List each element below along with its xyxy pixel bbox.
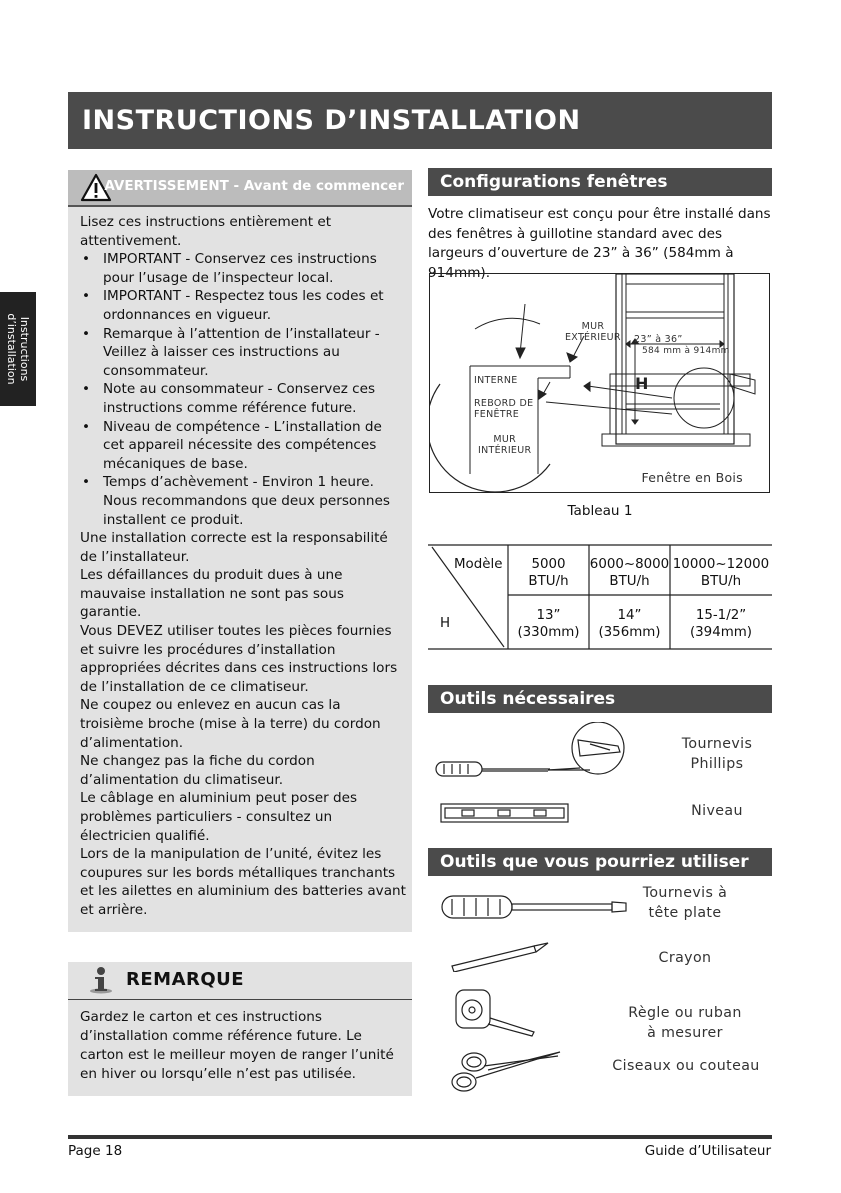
figure-label <box>474 398 533 420</box>
table-cell-line: (356mm) <box>598 625 661 640</box>
tool-label-phillips <box>650 734 784 774</box>
table-cell-line: (394mm) <box>689 625 753 640</box>
page-number: Page 18 <box>68 1143 123 1159</box>
tool-label-line: Règle ou ruban <box>628 1005 742 1021</box>
table-cell-line: 14” <box>617 608 642 623</box>
flat-screwdriver-icon <box>440 890 630 924</box>
guide-label: Guide d’Utilisateur <box>644 1143 771 1159</box>
table-header-line: 10000~12000 <box>672 557 770 572</box>
warning-paragraph: Le câblage en aluminium peut poser des problèmes particuliers - consultez un électricien qualifié. <box>80 790 358 844</box>
table-cell-line: (330mm) <box>517 625 580 640</box>
tool-label-line: Tournevis à <box>642 885 728 901</box>
figure-label <box>478 434 531 456</box>
remark-body: Gardez le carton et ces instructions d’installation comme référence future. Le carton est le meilleur moyen de ranger l’unité en hiver ou lorsqu’elle n’est pas utilisée. <box>80 1009 394 1082</box>
level-icon <box>440 802 570 824</box>
figure-caption: Fenêtre en Bois <box>641 470 743 485</box>
remark-panel <box>68 962 412 1096</box>
tool-label-tape <box>610 1003 760 1043</box>
figure-label-line: INTÉRIEUR <box>478 445 532 456</box>
warning-intro: Lisez ces instructions entièrement et attentivement. <box>80 214 332 249</box>
figure-label-line: MUR <box>493 434 517 445</box>
tool-label-line: Tournevis <box>681 736 753 752</box>
tool-label-pencil: Crayon <box>658 950 712 966</box>
scissors-icon <box>448 1048 564 1094</box>
table-header-line: 6000~8000 <box>589 557 670 572</box>
table-header-line: BTU/h <box>700 574 742 589</box>
side-tab-line-1: Instructions <box>18 316 31 382</box>
tool-label-scissors: Ciseaux ou couteau <box>612 1058 760 1074</box>
warning-paragraph: Ne coupez ou enlevez en aucun cas la troisième broche (mise à la terre) du cordon d’alimentation. <box>80 697 381 751</box>
dimension-label-in: 23” à 36” <box>634 334 683 345</box>
table-caption: Tableau 1 <box>567 503 633 519</box>
figure-label-line: FENÊTRE <box>474 409 520 420</box>
warning-panel <box>68 170 412 932</box>
figure-label-line: EXTÉRIEUR <box>565 332 621 343</box>
figure-label-line: REBORD DE <box>474 398 534 409</box>
table-corner-model: Modèle <box>454 557 503 572</box>
figure-label <box>565 321 621 343</box>
warning-title: AVERTISSEMENT - Avant de commencer <box>104 178 404 194</box>
side-tab-line-2: d’installation <box>5 313 18 385</box>
warning-paragraph: Une installation correcte est la responsabilité de l’installateur. <box>80 530 388 565</box>
table-cell <box>670 607 772 641</box>
tool-label-line: tête plate <box>648 905 722 921</box>
remark-title: REMARQUE <box>126 969 245 990</box>
spec-table <box>428 543 772 651</box>
list-item: • Temps d’achèvement - Environ 1 heure. Nous recommandons que deux personnes installent ce produit. <box>80 473 406 529</box>
tools-optional-header: Outils que vous pourriez utiliser <box>428 848 772 876</box>
height-label: H <box>635 374 649 393</box>
table-cell-line: 15-1/2” <box>695 608 747 623</box>
table-header-cell <box>508 556 589 590</box>
section-side-tab <box>0 292 36 406</box>
tool-label-line: à mesurer <box>647 1025 723 1041</box>
footer-rule <box>68 1135 772 1139</box>
figure-label-line: MUR <box>581 321 605 332</box>
page-title: INSTRUCTIONS D’INSTALLATION <box>68 92 772 149</box>
warning-header <box>68 170 412 207</box>
list-item: • Remarque à l’attention de l’installateur - Veillez à laisser ces instructions au consommateur. <box>80 325 406 381</box>
table-header-line: BTU/h <box>609 574 650 589</box>
pencil-icon <box>448 940 552 972</box>
table-header-line: 5000 <box>531 557 566 572</box>
tape-measure-icon <box>454 988 544 1038</box>
list-item: • IMPORTANT - Conservez ces instructions pour l’usage de l’inspecteur local. <box>80 250 406 287</box>
table-header-cell <box>670 556 772 590</box>
warning-paragraph: Lors de la manipulation de l’unité, évitez les coupures sur les bords métalliques tranchants et les ailettes en aluminium des batteries avant et arrière. <box>80 846 407 918</box>
info-icon <box>88 966 114 994</box>
warning-body <box>80 213 406 920</box>
tools-required-header: Outils nécessaires <box>428 685 772 713</box>
warning-bullet-list <box>80 250 406 529</box>
list-item: • IMPORTANT - Respectez tous les codes et ordonnances en vigueur. <box>80 287 406 324</box>
warning-paragraph: Ne changez pas la fiche du cordon d’alimentation du climatiseur. <box>80 753 315 788</box>
table-corner-h: H <box>440 616 451 631</box>
list-item: • Niveau de compétence - L’installation de cet appareil nécessite des compétences mécaniques de base. <box>80 418 406 474</box>
dimension-label-mm: 584 mm à 914mm <box>642 346 730 356</box>
phillips-screwdriver-icon <box>430 722 630 784</box>
config-section-header: Configurations fenêtres <box>428 168 772 196</box>
table-cell-line: 13” <box>536 608 561 623</box>
table-header-line: BTU/h <box>528 574 569 589</box>
figure-label: INTERNE <box>474 375 518 386</box>
list-item: • Note au consommateur - Conservez ces instructions comme référence future. <box>80 380 406 417</box>
tool-label-line: Phillips <box>690 756 744 772</box>
warning-paragraph: Vous DEVEZ utiliser toutes les pièces fournies et suivre les procédures d’installation appropriées décrites dans ces instructions lors de l’installation de ce climatiseur. <box>80 623 398 695</box>
config-intro: Votre climatiseur est conçu pour être installé dans des fenêtres à guillotine standard avec des largeurs d’ouverture de 23” à 36” (584mm à 914mm). <box>428 206 771 281</box>
remark-header <box>68 962 412 1000</box>
table-cell <box>589 607 670 641</box>
table-header-cell <box>589 556 670 590</box>
table-cell <box>508 607 589 641</box>
warning-paragraph: Les défaillances du produit dues à une mauvaise installation ne sont pas sous garantie. <box>80 567 344 621</box>
tool-label-level: Niveau <box>691 803 743 819</box>
tool-label-flat <box>618 883 752 923</box>
window-diagram <box>429 273 770 493</box>
